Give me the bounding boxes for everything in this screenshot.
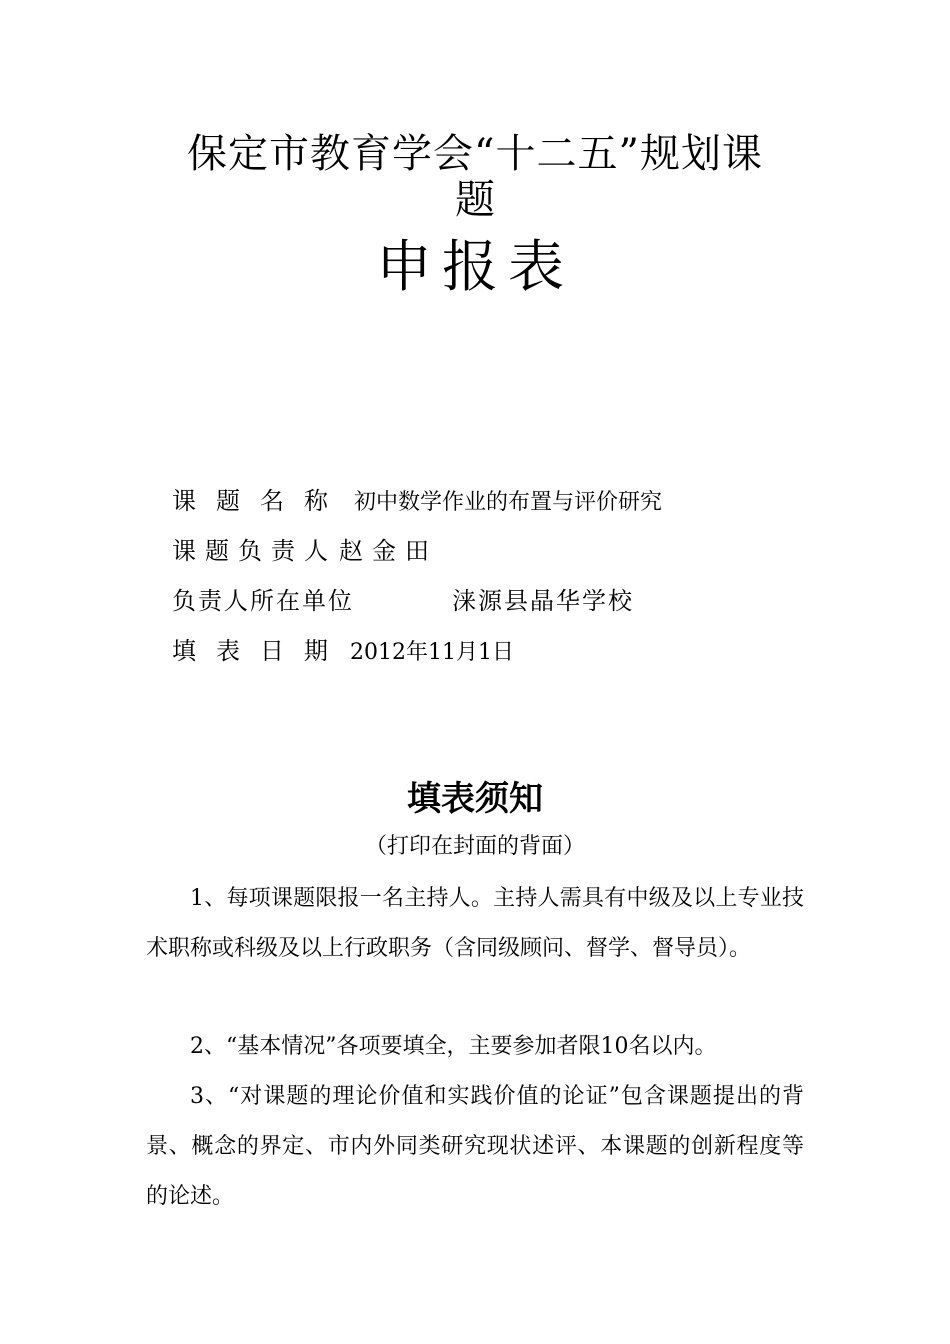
leader-label: 课题负责人 [172, 537, 337, 565]
info-row-leader [172, 534, 438, 568]
topic-label: 课题名称 [172, 487, 348, 515]
unit-value: 涞源县晶华学校 [452, 587, 634, 615]
unit-label: 负责人所在单位 [172, 587, 354, 615]
date-label: 填表日期 [172, 637, 348, 665]
document-title-line-1: 保定市教育学会“十二五”规划课 [187, 131, 763, 177]
notice-subtitle: （打印在封面的背面） [364, 834, 585, 859]
notice-item-2: 2、“基本情况”各项要填全，主要参加者限10名以内。 [190, 1034, 717, 1059]
notice-title: 填表须知 [407, 779, 543, 819]
topic-value: 初中数学作业的布置与评价研究 [354, 490, 663, 515]
document-main-title: 申报表 [376, 235, 574, 300]
info-row-topic [172, 484, 662, 520]
document-title-line-2: 题 [455, 177, 495, 223]
info-row-unit [172, 584, 634, 618]
leader-value: 赵金田 [339, 537, 438, 565]
info-row-date [172, 634, 514, 670]
notice-item-3: 3、“对课题的理论价值和实践价值的论证”包含课题提出的背景、概念的界定、市内外同类研究现状述评、本课题的创新程度等的论述。 [146, 1084, 804, 1209]
date-value: 2012年11月1日 [350, 640, 514, 665]
notice-item-1: 1、每项课题限报一名主持人。主持人需具有中级及以上专业技术职称或科级及以上行政职务（含同级顾问、督学、督导员）。 [146, 886, 804, 961]
